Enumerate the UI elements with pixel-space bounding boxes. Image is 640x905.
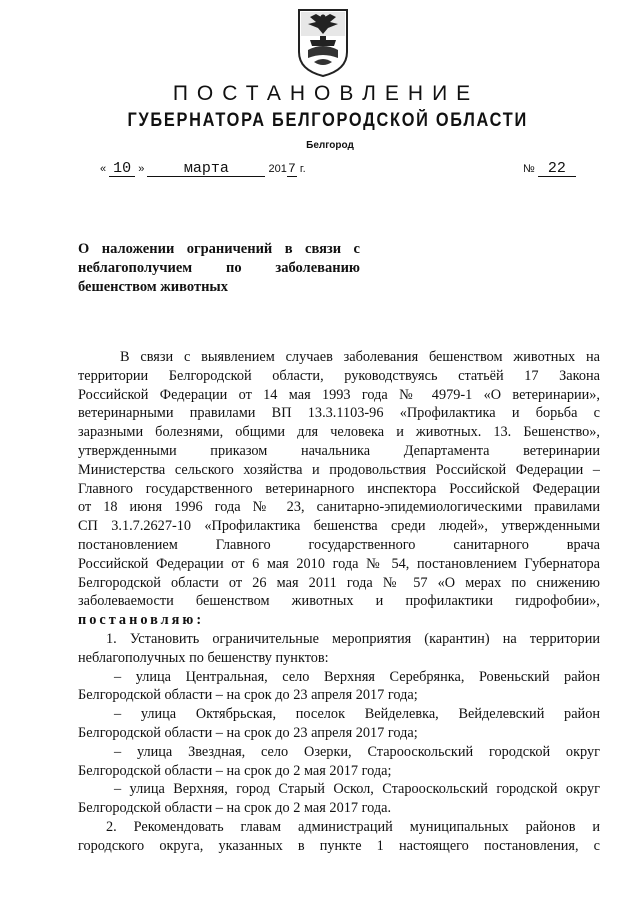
date-line [100,162,306,177]
date-year-prefix: 201 [268,163,287,175]
number-sign: № [523,163,535,175]
item-line: Белгородской области – на срок до 2 мая 2017 года; [78,762,392,779]
body-line: Главного государственного ветеринарного инспектора Российской Федерации [78,480,600,497]
item-line: – улица Звездная, село Озерки, Старооскольский городской округ [114,743,600,760]
coat-of-arms-emblem [296,6,350,78]
item-line: – улица Октябрьская, поселок Вейделевка, Вейделевский район [114,706,600,723]
item-line: 2. Рекомендовать главам администраций муниципальных районов и [106,818,600,835]
date-close-quote: » [138,163,145,175]
body-line: утвержденными приказом начальника Департамента ветеринарии [78,442,600,459]
date-year-suffix: 7 [287,161,296,176]
date-year-abbr: г. [299,163,306,175]
date-open-quote: « [100,163,107,175]
body-line: заразными болезнями, общими для человека и животных. 13. Бешенство», [78,424,600,441]
date-month: марта [147,162,265,177]
item-line: неблагополучных по бешенству пунктов: [78,649,329,666]
body-line: ветеринарными правилами ВП 13.3.1103-96 «Профилактика и борьба с [78,405,600,422]
document-title: ПОСТАНОВЛЕНИЕ [172,82,480,105]
issuer-title: ГУБЕРНАТОРА БЕЛГОРОДСКОЙ ОБЛАСТИ [127,110,528,131]
item-line: – улица Верхняя, город Старый Оскол, Старооскольский городской округ [114,781,600,798]
item-line: Белгородской области – на срок до 2 мая 2017 года. [78,800,392,817]
body-line: Российской Федерации от 14 мая 1993 года № 4979-1 «О ветеринарии», [78,386,600,403]
subject-line: неблагополучием по заболеванию [78,260,360,276]
item-line: – улица Центральная, село Верхняя Серебрянка, Ровеньский район [114,668,600,685]
document-number-line [523,162,576,177]
item-line: Белгородской области – на срок до 23 апреля 2017 года; [78,724,418,741]
body-line: Министерства сельского хозяйства и продовольствия Российской Федерации – [78,461,600,478]
city-name: Белгород [306,140,354,151]
body-line: заболеваемости бешенством животных и профилактики гидрофобии», [78,593,600,610]
date-day: 10 [109,162,135,177]
body-line: постановлением Главного государственного санитарного врача [78,536,600,553]
item-line: городского округа, указанных в пункте 1 настоящего постановления, с [78,837,600,854]
subject-heading [78,240,360,297]
subject-line: бешенством животных [78,279,228,295]
decree-word: постановляю: [78,612,205,629]
body-line: СП 3.1.7.2627-10 «Профилактика бешенства среди людей», утвержденными [78,518,600,535]
subject-line: О наложении ограничений в связи с [78,241,360,257]
item-line: Белгородской области – на срок до 23 апреля 2017 года; [78,687,418,704]
document-body [78,348,600,856]
body-line: территории Белгородской области, руководствуясь статьёй 17 Закона [78,367,600,384]
body-line: Белгородской области от 26 мая 2011 года № 57 «О мерах по снижению [78,574,600,591]
body-line: В связи с выявлением случаев заболевания бешенством животных на [120,349,600,365]
body-line: Российской Федерации от 6 мая 2010 года № 54, постановлением Губернатора [78,555,600,572]
body-line: от 18 июня 1996 года № 23, санитарно-эпидемиологическими правилами [78,499,600,516]
item-line: 1. Установить ограничительные мероприятия (карантин) на территории [106,630,600,647]
document-number: 22 [538,162,576,177]
